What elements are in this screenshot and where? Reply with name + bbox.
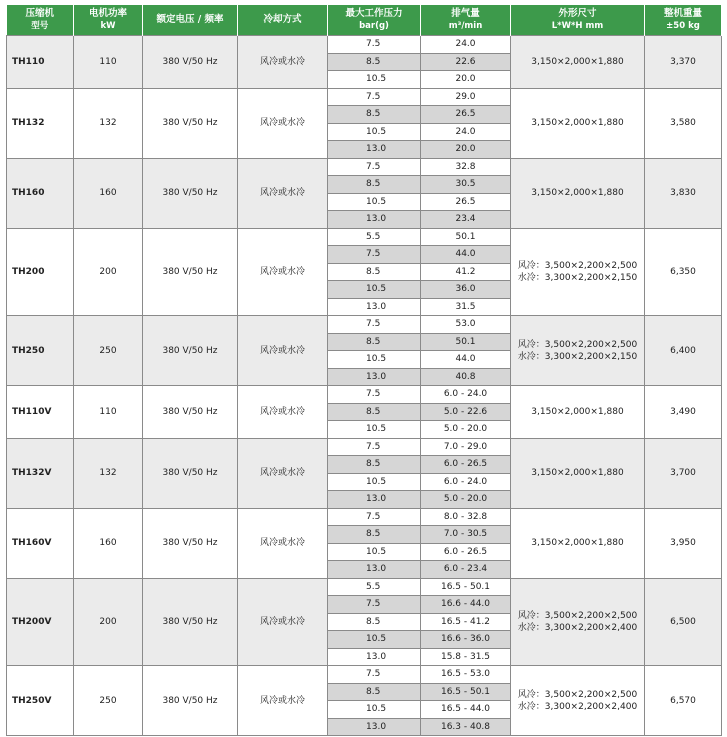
voltage-cell: 380 V/50 Hz	[143, 228, 238, 316]
flow-cell: 29.0	[421, 88, 511, 106]
dimensions-cell	[511, 578, 645, 666]
voltage-cell: 380 V/50 Hz	[143, 158, 238, 228]
dimension-line: 风冷：3,500×2,200×2,500	[517, 689, 638, 700]
flow-cell: 44.0	[421, 246, 511, 264]
flow-cell: 6.0 - 23.4	[421, 561, 511, 579]
weight-cell: 3,950	[645, 508, 722, 578]
weight-cell: 3,370	[645, 36, 722, 89]
pressure-cell: 10.5	[328, 543, 421, 561]
table-body	[7, 36, 722, 736]
weight-cell: 3,830	[645, 158, 722, 228]
header-dimensions: 外形尺寸 L*W*H mm	[511, 5, 645, 36]
pressure-cell: 7.5	[328, 158, 421, 176]
weight-cell: 3,580	[645, 88, 722, 158]
weight-cell: 3,700	[645, 438, 722, 508]
flow-cell: 26.5	[421, 106, 511, 124]
flow-cell: 16.5 - 44.0	[421, 701, 511, 719]
voltage-cell: 380 V/50 Hz	[143, 316, 238, 386]
pressure-cell: 10.5	[328, 281, 421, 299]
pressure-cell: 7.5	[328, 386, 421, 404]
flow-cell: 23.4	[421, 211, 511, 229]
model-cell: TH110	[7, 36, 74, 89]
table-row	[7, 36, 722, 54]
flow-cell: 5.0 - 20.0	[421, 421, 511, 439]
flow-cell: 16.5 - 50.1	[421, 683, 511, 701]
flow-cell: 20.0	[421, 71, 511, 89]
pressure-cell: 10.5	[328, 421, 421, 439]
flow-cell: 24.0	[421, 36, 511, 54]
model-cell: TH132	[7, 88, 74, 158]
flow-cell: 40.8	[421, 368, 511, 386]
pressure-cell: 13.0	[328, 491, 421, 509]
header-row	[7, 5, 722, 36]
flow-cell: 41.2	[421, 263, 511, 281]
flow-cell: 36.0	[421, 281, 511, 299]
table-row	[7, 316, 722, 334]
dimension-line: 水冷：3,300×2,200×2,150	[517, 351, 638, 362]
dimensions-cell	[511, 36, 645, 89]
power-cell: 160	[74, 508, 143, 578]
flow-cell: 5.0 - 20.0	[421, 491, 511, 509]
header-flow: 排气量 m³/min	[421, 5, 511, 36]
weight-cell: 6,400	[645, 316, 722, 386]
power-cell: 250	[74, 666, 143, 736]
voltage-cell: 380 V/50 Hz	[143, 666, 238, 736]
pressure-cell: 13.0	[328, 211, 421, 229]
dimension-line: 3,150×2,000×1,880	[531, 188, 624, 198]
pressure-cell: 8.5	[328, 683, 421, 701]
pressure-cell: 13.0	[328, 648, 421, 666]
dimension-line: 3,150×2,000×1,880	[531, 406, 624, 417]
flow-cell: 20.0	[421, 141, 511, 159]
power-cell: 132	[74, 438, 143, 508]
flow-cell: 16.5 - 50.1	[421, 578, 511, 596]
dimensions-cell	[511, 438, 645, 508]
table-row	[7, 158, 722, 176]
flow-cell: 50.1	[421, 333, 511, 351]
header-cooling: 冷却方式	[238, 5, 328, 36]
flow-cell: 6.0 - 26.5	[421, 543, 511, 561]
dimensions-cell	[511, 228, 645, 316]
header-power: 电机功率 kW	[74, 5, 143, 36]
header-pressure: 最大工作压力 bar(g)	[328, 5, 421, 36]
weight-cell: 6,350	[645, 228, 722, 316]
table-row	[7, 88, 722, 106]
pressure-cell: 7.5	[328, 316, 421, 334]
dimension-line: 水冷：3,300×2,200×2,400	[517, 701, 638, 712]
flow-cell: 31.5	[421, 298, 511, 316]
voltage-cell: 380 V/50 Hz	[143, 88, 238, 158]
header-weight: 整机重量 ±50 kg	[645, 5, 722, 36]
cooling-cell: 风冷或水冷	[238, 316, 328, 386]
pressure-cell: 8.5	[328, 526, 421, 544]
weight-cell: 6,500	[645, 578, 722, 666]
flow-cell: 24.0	[421, 123, 511, 141]
pressure-cell: 8.5	[328, 263, 421, 281]
dimension-line: 风冷：3,500×2,200×2,500	[517, 339, 638, 350]
model-cell: TH110V	[7, 386, 74, 439]
pressure-cell: 7.5	[328, 596, 421, 614]
flow-cell: 22.6	[421, 53, 511, 71]
voltage-cell: 380 V/50 Hz	[143, 438, 238, 508]
pressure-cell: 13.0	[328, 141, 421, 159]
flow-cell: 30.5	[421, 176, 511, 194]
power-cell: 110	[74, 386, 143, 439]
spec-table	[6, 5, 722, 736]
power-cell: 132	[74, 88, 143, 158]
dimensions-cell	[511, 508, 645, 578]
table-header	[7, 5, 722, 36]
dimensions-cell	[511, 158, 645, 228]
weight-cell: 3,490	[645, 386, 722, 439]
power-cell: 200	[74, 228, 143, 316]
pressure-cell: 8.5	[328, 333, 421, 351]
power-cell: 200	[74, 578, 143, 666]
flow-cell: 6.0 - 24.0	[421, 386, 511, 404]
pressure-cell: 10.5	[328, 71, 421, 89]
dimension-line: 3,150×2,000×1,880	[531, 538, 624, 548]
dimensions-cell	[511, 316, 645, 386]
dimension-line: 风冷：3,500×2,200×2,500	[517, 260, 638, 271]
dimensions-cell	[511, 88, 645, 158]
flow-cell: 16.6 - 44.0	[421, 596, 511, 614]
model-cell: TH250V	[7, 666, 74, 736]
pressure-cell: 13.0	[328, 718, 421, 736]
pressure-cell: 13.0	[328, 561, 421, 579]
pressure-cell: 7.5	[328, 666, 421, 684]
voltage-cell: 380 V/50 Hz	[143, 578, 238, 666]
dimension-line: 水冷：3,300×2,200×2,400	[517, 622, 638, 633]
table-row	[7, 386, 722, 404]
model-cell: TH200	[7, 228, 74, 316]
power-cell: 250	[74, 316, 143, 386]
dimension-line: 3,150×2,000×1,880	[531, 118, 624, 128]
model-cell: TH160V	[7, 508, 74, 578]
flow-cell: 6.0 - 24.0	[421, 473, 511, 491]
cooling-cell: 风冷或水冷	[238, 36, 328, 89]
flow-cell: 50.1	[421, 228, 511, 246]
table-row	[7, 438, 722, 456]
flow-cell: 15.8 - 31.5	[421, 648, 511, 666]
pressure-cell: 7.5	[328, 88, 421, 106]
pressure-cell: 7.5	[328, 438, 421, 456]
model-cell: TH200V	[7, 578, 74, 666]
pressure-cell: 8.5	[328, 53, 421, 71]
cooling-cell: 风冷或水冷	[238, 508, 328, 578]
cooling-cell: 风冷或水冷	[238, 88, 328, 158]
dimension-line: 3,150×2,000×1,880	[531, 468, 624, 478]
pressure-cell: 7.5	[328, 508, 421, 526]
cooling-cell: 风冷或水冷	[238, 386, 328, 439]
flow-cell: 53.0	[421, 316, 511, 334]
pressure-cell: 10.5	[328, 473, 421, 491]
table-row	[7, 578, 722, 596]
model-cell: TH250	[7, 316, 74, 386]
pressure-cell: 10.5	[328, 193, 421, 211]
power-cell: 160	[74, 158, 143, 228]
dimension-line: 风冷：3,500×2,200×2,500	[517, 610, 638, 621]
model-cell: TH132V	[7, 438, 74, 508]
pressure-cell: 13.0	[328, 368, 421, 386]
weight-cell: 6,570	[645, 666, 722, 736]
pressure-cell: 10.5	[328, 631, 421, 649]
flow-cell: 32.8	[421, 158, 511, 176]
dimensions-cell	[511, 386, 645, 439]
voltage-cell: 380 V/50 Hz	[143, 36, 238, 89]
pressure-cell: 8.5	[328, 613, 421, 631]
cooling-cell: 风冷或水冷	[238, 666, 328, 736]
flow-cell: 16.5 - 53.0	[421, 666, 511, 684]
flow-cell: 7.0 - 30.5	[421, 526, 511, 544]
dimension-line: 水冷：3,300×2,200×2,150	[517, 272, 638, 283]
power-cell: 110	[74, 36, 143, 89]
pressure-cell: 8.5	[328, 456, 421, 474]
flow-cell: 26.5	[421, 193, 511, 211]
pressure-cell: 10.5	[328, 701, 421, 719]
flow-cell: 8.0 - 32.8	[421, 508, 511, 526]
pressure-cell: 8.5	[328, 106, 421, 124]
model-cell: TH160	[7, 158, 74, 228]
voltage-cell: 380 V/50 Hz	[143, 508, 238, 578]
flow-cell: 16.5 - 41.2	[421, 613, 511, 631]
dimensions-cell	[511, 666, 645, 736]
flow-cell: 6.0 - 26.5	[421, 456, 511, 474]
pressure-cell: 7.5	[328, 246, 421, 264]
voltage-cell: 380 V/50 Hz	[143, 386, 238, 439]
flow-cell: 16.3 - 40.8	[421, 718, 511, 736]
pressure-cell: 13.0	[328, 298, 421, 316]
flow-cell: 7.0 - 29.0	[421, 438, 511, 456]
pressure-cell: 5.5	[328, 578, 421, 596]
flow-cell: 44.0	[421, 351, 511, 369]
cooling-cell: 风冷或水冷	[238, 438, 328, 508]
pressure-cell: 7.5	[328, 36, 421, 54]
table-row	[7, 508, 722, 526]
pressure-cell: 8.5	[328, 403, 421, 421]
table-row	[7, 666, 722, 684]
dimension-line: 3,150×2,000×1,880	[531, 56, 624, 67]
pressure-cell: 10.5	[328, 351, 421, 369]
flow-cell: 16.6 - 36.0	[421, 631, 511, 649]
header-model: 压缩机 型号	[7, 5, 74, 36]
cooling-cell: 风冷或水冷	[238, 578, 328, 666]
cooling-cell: 风冷或水冷	[238, 158, 328, 228]
pressure-cell: 10.5	[328, 123, 421, 141]
pressure-cell: 5.5	[328, 228, 421, 246]
cooling-cell: 风冷或水冷	[238, 228, 328, 316]
header-voltage: 额定电压 / 频率	[143, 5, 238, 36]
table-row	[7, 228, 722, 246]
pressure-cell: 8.5	[328, 176, 421, 194]
flow-cell: 5.0 - 22.6	[421, 403, 511, 421]
